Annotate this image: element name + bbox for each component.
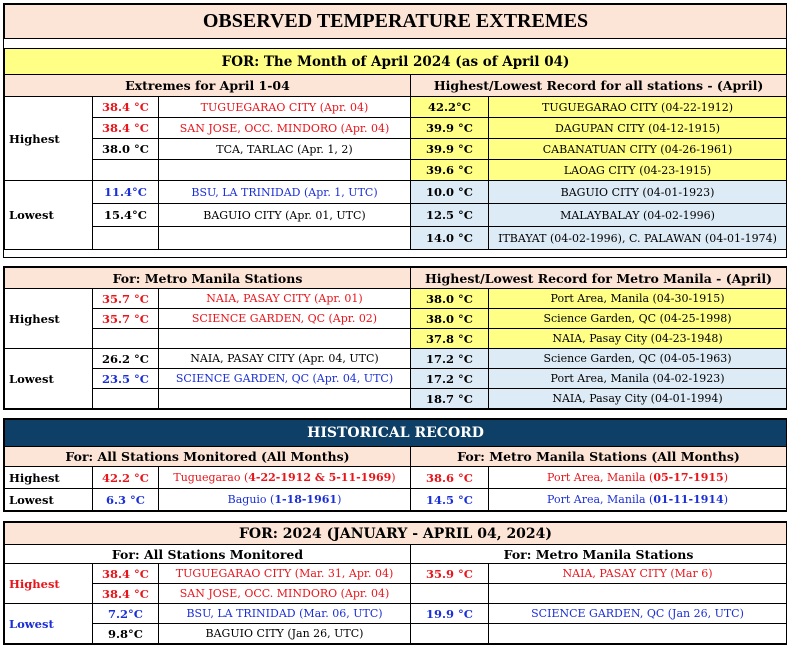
lowest-station: BSU, LA TRINIDAD (Apr. 1, UTC) (159, 181, 411, 204)
month-header: FOR: The Month of April 2024 (as of April 04) (5, 49, 787, 75)
historical-highest-station: Tuguegarao (4-22-1912 & 5-11-1969) (159, 467, 411, 489)
year-mm-header: For: Metro Manila Stations (411, 545, 787, 564)
historical-table (4, 419, 787, 511)
highest-value: 38.0 °C (93, 139, 159, 160)
lowest-value: 9.8°C (93, 624, 159, 644)
record-value: 17.2 °C (411, 369, 489, 389)
record-value: 10.0 °C (411, 181, 489, 204)
lowest-station (159, 227, 411, 250)
lowest-value (93, 227, 159, 250)
lowest-station (159, 389, 411, 409)
record-value: 37.8 °C (411, 329, 489, 349)
record-value: 39.9 °C (411, 139, 489, 160)
extremes-header: Extremes for April 1-04 (5, 75, 411, 97)
record-value: 42.2°C (411, 97, 489, 118)
lowest-station: NAIA, PASAY CITY (Apr. 04, UTC) (159, 349, 411, 369)
april-record-header: Highest/Lowest Record for all stations - (April) (411, 75, 787, 97)
record-value: 38.0 °C (411, 289, 489, 309)
lowest-value: 11.4°C (93, 181, 159, 204)
record-station: NAIA, Pasay City (04-23-1948) (489, 329, 787, 349)
historical-lowest-value: 6.3 °C (93, 489, 159, 511)
record-station: Science Garden, QC (04-25-1998) (489, 309, 787, 329)
highest-station: SAN JOSE, OCC. MINDORO (Apr. 04) (159, 118, 411, 139)
record-station: TUGUEGARAO CITY (04-22-1912) (489, 97, 787, 118)
highest-value: 38.4 °C (93, 584, 159, 604)
lowest-station: BAGUIO CITY (Jan 26, UTC) (159, 624, 411, 644)
highest-station: SAN JOSE, OCC. MINDORO (Apr. 04) (159, 584, 411, 604)
lowest-station: BSU, LA TRINIDAD (Mar. 06, UTC) (159, 604, 411, 624)
historical-mm-highest-station: Port Area, Manila (05-17-1915) (489, 467, 787, 489)
year-2024-table (4, 522, 787, 644)
record-value: 39.9 °C (411, 118, 489, 139)
highest-value: 35.7 °C (93, 309, 159, 329)
historical-block (3, 418, 787, 512)
lowest-value (93, 389, 159, 409)
lowest-value: 7.2°C (93, 604, 159, 624)
highest-station: NAIA, PASAY CITY (Apr. 01) (159, 289, 411, 309)
metro-record-header: Highest/Lowest Record for Metro Manila - (April) (411, 268, 787, 289)
record-station: BAGUIO CITY (04-01-1923) (489, 181, 787, 204)
mm-lowest-value (411, 624, 489, 644)
historical-title: HISTORICAL RECORD (5, 420, 787, 447)
highest-station (159, 160, 411, 181)
lowest-label: Lowest (5, 489, 93, 511)
lowest-value: 15.4°C (93, 204, 159, 227)
highest-label: Highest (5, 289, 93, 349)
record-station: LAOAG CITY (04-23-1915) (489, 160, 787, 181)
year-title: FOR: 2024 (JANUARY - APRIL 04, 2024) (5, 523, 787, 545)
record-value: 14.0 °C (411, 227, 489, 250)
record-station: Port Area, Manila (04-30-1915) (489, 289, 787, 309)
highest-value: 38.4 °C (93, 118, 159, 139)
lowest-label: Lowest (5, 604, 93, 644)
metro-manila-table (4, 267, 787, 409)
record-station: Science Garden, QC (04-05-1963) (489, 349, 787, 369)
april-extremes-block (3, 3, 787, 258)
highest-value (93, 160, 159, 181)
mm-lowest-value: 19.9 °C (411, 604, 489, 624)
record-station: DAGUPAN CITY (04-12-1915) (489, 118, 787, 139)
historical-mm-lowest-value: 14.5 °C (411, 489, 489, 511)
record-value: 17.2 °C (411, 349, 489, 369)
record-value: 38.0 °C (411, 309, 489, 329)
record-station: MALAYBALAY (04-02-1996) (489, 204, 787, 227)
historical-mm-highest-value: 38.6 °C (411, 467, 489, 489)
highest-value: 35.7 °C (93, 289, 159, 309)
highest-station (159, 329, 411, 349)
page-title: OBSERVED TEMPERATURE EXTREMES (5, 5, 787, 39)
metro-manila-block (3, 266, 787, 410)
april-extremes-table (4, 4, 787, 250)
highest-station: TCA, TARLAC (Apr. 1, 2) (159, 139, 411, 160)
mm-lowest-station: SCIENCE GARDEN, QC (Jan 26, UTC) (489, 604, 787, 624)
highest-value: 38.4 °C (93, 564, 159, 584)
highest-label: Highest (5, 97, 93, 181)
mm-highest-value (411, 584, 489, 604)
mm-highest-value: 35.9 °C (411, 564, 489, 584)
lowest-station: SCIENCE GARDEN, QC (Apr. 04, UTC) (159, 369, 411, 389)
highest-value (93, 329, 159, 349)
year-2024-block (3, 521, 787, 645)
highest-label: Highest (5, 467, 93, 489)
record-value: 18.7 °C (411, 389, 489, 409)
lowest-station: BAGUIO CITY (Apr. 01, UTC) (159, 204, 411, 227)
year-all-header: For: All Stations Monitored (5, 545, 411, 564)
historical-mm-lowest-station: Port Area, Manila (01-11-1914) (489, 489, 787, 511)
historical-all-header: For: All Stations Monitored (All Months) (5, 447, 411, 467)
mm-highest-station (489, 584, 787, 604)
highest-value: 38.4 °C (93, 97, 159, 118)
record-station: Port Area, Manila (04-02-1923) (489, 369, 787, 389)
historical-lowest-station: Baguio (1-18-1961) (159, 489, 411, 511)
historical-mm-header: For: Metro Manila Stations (All Months) (411, 447, 787, 467)
highest-station: TUGUEGARAO CITY (Mar. 31, Apr. 04) (159, 564, 411, 584)
metro-manila-header: For: Metro Manila Stations (5, 268, 411, 289)
lowest-label: Lowest (5, 181, 93, 250)
lowest-label: Lowest (5, 349, 93, 409)
record-station: CABANATUAN CITY (04-26-1961) (489, 139, 787, 160)
record-value: 12.5 °C (411, 204, 489, 227)
highest-station: SCIENCE GARDEN, QC (Apr. 02) (159, 309, 411, 329)
historical-highest-value: 42.2 °C (93, 467, 159, 489)
record-station: ITBAYAT (04-02-1996), C. PALAWAN (04-01-1974) (489, 227, 787, 250)
record-station: NAIA, Pasay City (04-01-1994) (489, 389, 787, 409)
record-value: 39.6 °C (411, 160, 489, 181)
lowest-value: 26.2 °C (93, 349, 159, 369)
highest-station: TUGUEGARAO CITY (Apr. 04) (159, 97, 411, 118)
mm-lowest-station (489, 624, 787, 644)
lowest-value: 23.5 °C (93, 369, 159, 389)
highest-label: Highest (5, 564, 93, 604)
mm-highest-station: NAIA, PASAY CITY (Mar 6) (489, 564, 787, 584)
